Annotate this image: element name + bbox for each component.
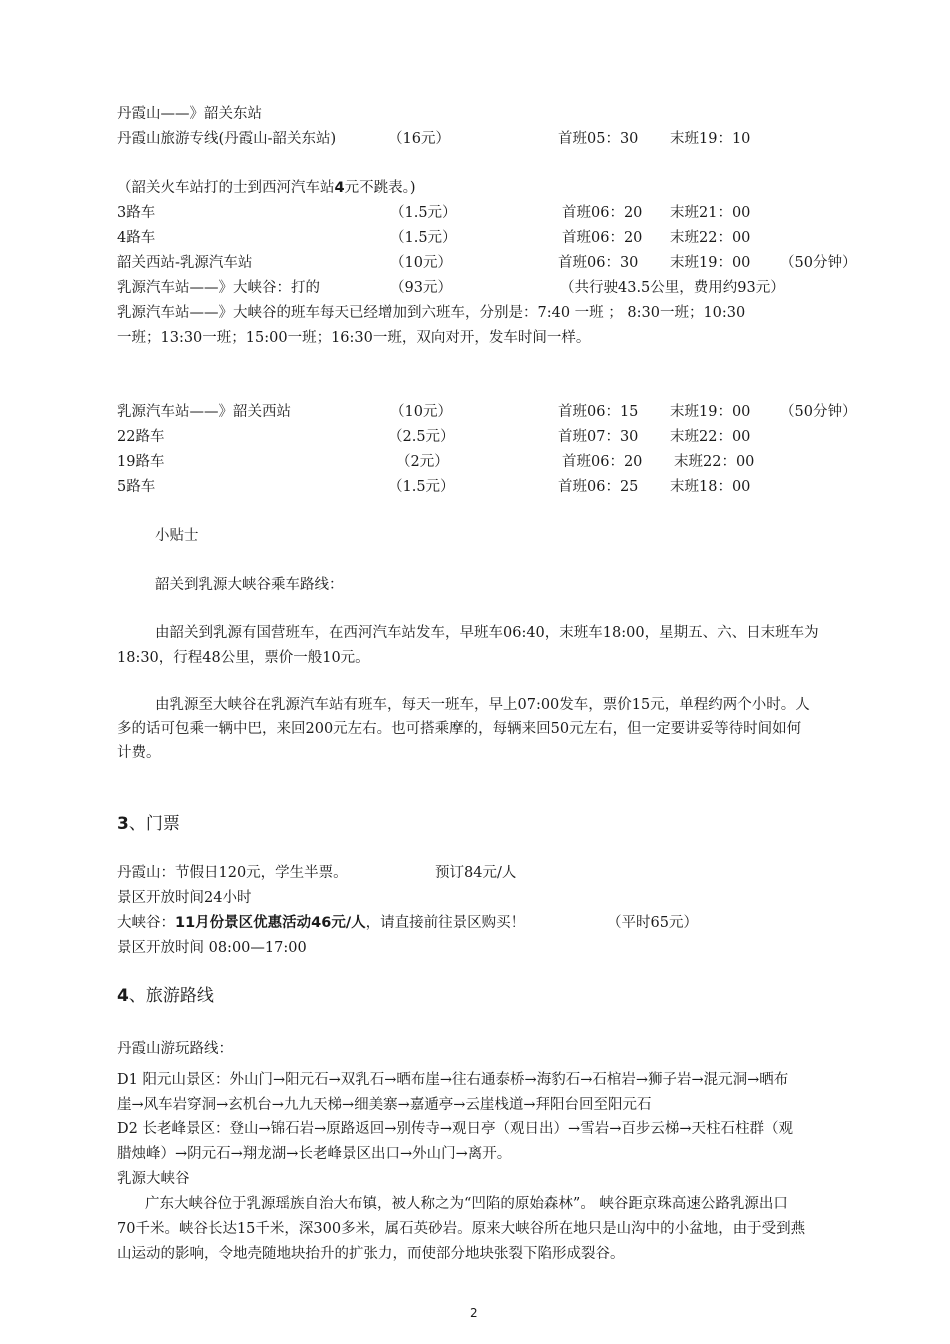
canyon-bus-line1: 乳源汽车站——》大峡谷的班车每天已经增加到六班车，分别是：7:40 一班 ； 8:30一班；10:30 (117, 305, 746, 321)
route-price: （1.5元） (390, 230, 457, 246)
route-last: 末班18：00 (670, 479, 751, 495)
route-last: 末班19：00 (670, 404, 751, 420)
route-first: 首班06：15 (558, 404, 639, 420)
route-last: 末班22：00 (674, 454, 755, 470)
route-name: 22路车 (117, 429, 165, 445)
route-first: 首班06：20 (562, 454, 643, 470)
canyon-desc-l2: 70千米。峡谷长达15千米，深300多米，属石英砂岩。原来大峡谷所在地只是山沟中的小盆地，由于受到燕 (117, 1221, 806, 1237)
route-price: （10元） (390, 404, 452, 420)
route-first: 首班06：30 (558, 255, 639, 271)
route-first: 首班06：20 (562, 230, 643, 246)
route-name: 5路车 (117, 479, 156, 495)
taxi-note (117, 179, 416, 197)
section3-num: 3 (117, 814, 129, 834)
d2-line2: 腊烛峰）→阴元石→翔龙湖→长老峰景区出口→外山门→离开。 (117, 1146, 512, 1162)
route-last: 末班22：00 (670, 429, 751, 445)
route-price: （2元） (396, 454, 449, 470)
route-price: （1.5元） (390, 205, 457, 221)
canyon-desc-l1: 广东大峡谷位于乳源瑶族自治大布镇，被人称之为“凹陷的原始森林”。 峡谷距京珠高速公路乳源出口 (145, 1196, 788, 1212)
taxi-note-text: （韶关火车站打的士到西河汽车站 (117, 180, 335, 196)
tips-p2-l2: 多的话可包乘一辆中巴，来回200元左右。也可搭乘摩的，每辆来回50元左右，但一定要讲妥等待时间如何 (117, 721, 802, 737)
tips-p2-l3: 计费。 (117, 745, 161, 761)
ticket-canyon-buy: ，请直接前往景区购买！ (365, 915, 526, 931)
route-first: 首班05：30 (558, 131, 639, 147)
taxi-route-price: （93元） (390, 280, 452, 296)
tips-p1-l2: 18:30，行程48公里，票价一般10元。 (117, 650, 370, 666)
ticket-canyon-regular: （平时65元） (607, 915, 698, 931)
canyon-bus-line2: 一班；13:30一班；15:00一班；16:30一班，双向对开，发车时间一样。 (117, 330, 591, 346)
tips-p1-l1: 由韶关到乳源有国营班车，在西河汽车站发车，早班车06:40，末班车18:00，星期五、六、日末班车为 (155, 625, 819, 641)
route-price: （1.5元） (388, 479, 455, 495)
ticket-danxia-hours: 景区开放时间24小时 (117, 890, 252, 906)
route-price: （10元） (390, 255, 452, 271)
taxi-route-note: （共行驶43.5公里，费用约93元） (560, 280, 785, 296)
taxi-route-name: 乳源汽车站——》大峡谷：打的 (117, 280, 320, 296)
taxi-note-text2: 元不跳表。) (344, 180, 416, 196)
route-name: 韶关西站-乳源汽车站 (117, 255, 253, 271)
section4-heading (117, 987, 214, 1005)
canyon-desc-l3: 山运动的影响，令地壳随地块抬升的扩张力，而使部分地块张裂下陷形成裂谷。 (117, 1246, 625, 1262)
d2-line1: D2 长老峰景区：登山→锦石岩→原路返回→别传寺→观日亭（观日出）→雪岩→百步云梯→天柱石柱群（观 (117, 1121, 794, 1137)
route-heading: 丹霞山——》韶关东站 (117, 106, 262, 122)
d1-line2: 崖→风车岩穿洞→玄机台→九九天梯→细美寨→嘉遁亭→云崖栈道→拜阳台回至阳元石 (117, 1097, 652, 1113)
ticket-canyon-promo: 11月份景区优惠活动46元/人 (175, 915, 366, 931)
ticket-canyon-hours: 景区开放时间 08:00—17:00 (117, 940, 307, 956)
page-number: 2 (470, 1306, 478, 1320)
tips-title: 小贴士 (155, 528, 199, 544)
danxia-route-title: 丹霞山游玩路线： (117, 1041, 233, 1057)
route-extra: （50分钟） (780, 255, 857, 271)
section3-heading (117, 815, 180, 833)
route-first: 首班06：20 (562, 205, 643, 221)
ticket-danxia-booking: 预订84元/人 (435, 865, 517, 881)
canyon-title: 乳源大峡谷 (117, 1171, 190, 1187)
ticket-canyon-label: 大峡谷： (117, 915, 175, 931)
route-extra: （50分钟） (780, 404, 857, 420)
route-first: 首班07：30 (558, 429, 639, 445)
route-name: 丹霞山旅游专线(丹霞山-韶关东站) (117, 131, 337, 147)
route-last: 末班19：00 (670, 255, 751, 271)
ticket-danxia: 丹霞山：节假日120元，学生半票。 (117, 865, 348, 881)
ticket-canyon (117, 914, 525, 932)
route-last: 末班19：10 (670, 131, 751, 147)
taxi-note-bold: 4 (334, 180, 345, 196)
route-name: 4路车 (117, 230, 156, 246)
section4-num: 4 (117, 986, 129, 1006)
route-first: 首班06：25 (558, 479, 639, 495)
route-price: （16元） (388, 131, 450, 147)
route-name: 19路车 (117, 454, 165, 470)
tips-p2-l1: 由乳源至大峡谷在乳源汽车站有班车，每天一班车，早上07:00发车，票价15元，单程约两个小时。人 (155, 697, 810, 713)
route-name: 3路车 (117, 205, 156, 221)
d1-line1: D1 阳元山景区：外山门→阳元石→双乳石→晒布崖→往右通泰桥→海豹石→石棺岩→狮子岩→混元洞→晒布 (117, 1072, 789, 1088)
section3-title: 、门票 (128, 814, 180, 834)
tips-subtitle: 韶关到乳源大峡谷乘车路线： (155, 577, 344, 593)
route-last: 末班22：00 (670, 230, 751, 246)
route-last: 末班21：00 (670, 205, 751, 221)
route-name: 乳源汽车站——》韶关西站 (117, 404, 291, 420)
route-price: （2.5元） (388, 429, 455, 445)
section4-title: 、旅游路线 (128, 986, 214, 1006)
